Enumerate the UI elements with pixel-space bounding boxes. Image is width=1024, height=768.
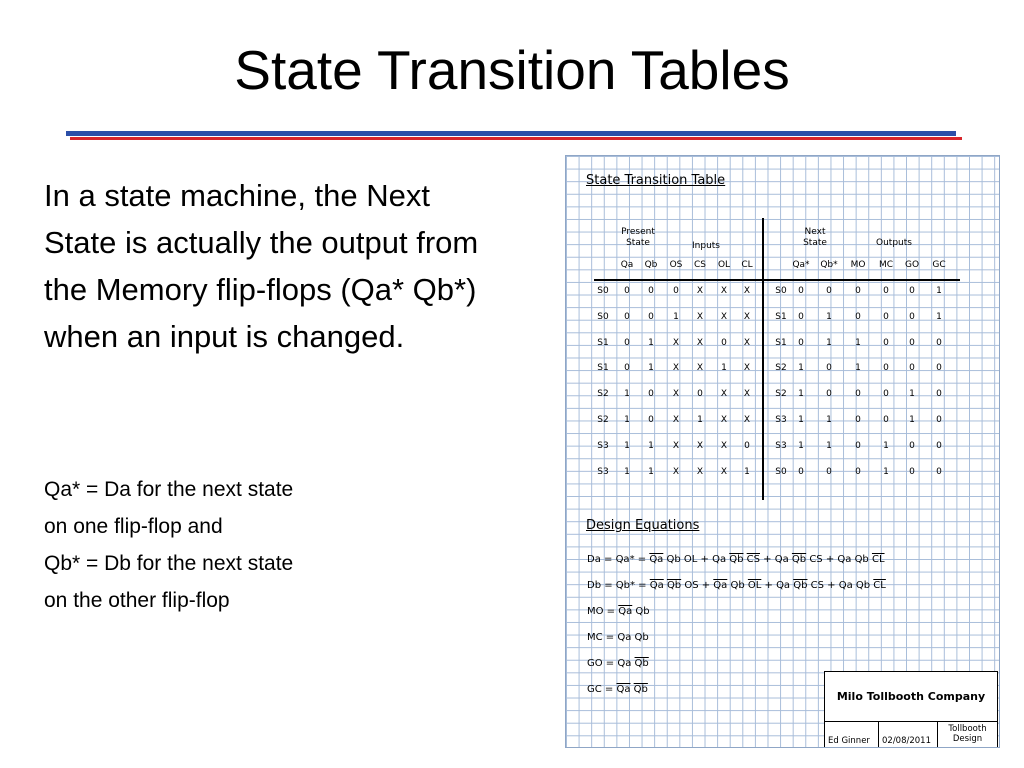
table-cell: 1 [855, 337, 861, 348]
table-cell: S3 [775, 415, 787, 425]
negated-term: $\overline{Qa}$ [649, 580, 664, 591]
table-cell: 1 [826, 311, 832, 322]
table-cell: 0 [624, 337, 630, 348]
column-header: GO [904, 260, 920, 270]
table-cell: S0 [775, 286, 787, 296]
table-cell: X [672, 389, 680, 400]
table-cell: 1 [936, 286, 942, 296]
column-header: CS [694, 260, 706, 270]
table-cell: 1 [624, 440, 630, 451]
negated-term: $\overline{CL}$ [871, 554, 885, 565]
table-cell: 0 [855, 466, 861, 477]
design-equation [587, 606, 650, 617]
table-cell: 0 [936, 415, 942, 425]
table-cell: 0 [909, 440, 915, 451]
negated-term: $\overline{CL}$ [873, 580, 886, 591]
table-vertical-rule [762, 218, 764, 500]
equation-text: GC = [587, 684, 617, 695]
table-cell: 0 [826, 466, 832, 477]
table-cell: S1 [775, 337, 787, 348]
table-cell: 1 [826, 415, 832, 425]
table-cell: 0 [648, 286, 654, 296]
table-cell: 1 [798, 389, 804, 400]
table-cell: 0 [798, 337, 804, 348]
table-cell: X [696, 363, 704, 374]
table-cell: X [743, 415, 751, 425]
table-cell: 1 [798, 440, 804, 451]
table-cell: 1 [826, 337, 832, 348]
graph-paper-sheet [565, 155, 1000, 748]
table-cell: 0 [798, 286, 804, 296]
present-state-label-2: State [626, 238, 650, 248]
equation-note-line: on the other flip-flop [44, 589, 230, 612]
title-rule-blue [66, 131, 956, 136]
table-cell: 1 [909, 389, 915, 400]
negated-term: $\overline{Qb}$ [633, 684, 648, 695]
table-cell: X [696, 466, 704, 477]
negated-term: $\overline{Qb}$ [634, 658, 649, 669]
table-cell: 0 [883, 415, 889, 425]
company-name: Milo Tollbooth Company [825, 672, 997, 722]
table-cell: 0 [855, 311, 861, 322]
table-cell: S0 [775, 466, 787, 477]
next-state-label-2: State [803, 238, 827, 248]
table-cell: 1 [826, 440, 832, 451]
table-cell: S0 [597, 286, 609, 296]
title-block [824, 671, 998, 748]
table-cell: S2 [597, 389, 609, 400]
table-cell: 0 [673, 286, 679, 296]
column-header: MO [850, 260, 866, 270]
column-header: CL [741, 260, 753, 270]
table-cell: 0 [883, 286, 889, 296]
table-cell: 0 [909, 466, 915, 477]
table-cell: 1 [909, 415, 915, 425]
table-cell: 1 [883, 440, 889, 451]
table-cell: X [743, 286, 751, 296]
table-cell: X [743, 389, 751, 400]
table-cell: X [672, 440, 680, 451]
design-equation [587, 580, 886, 591]
table-cell: 0 [826, 286, 832, 296]
table-cell: 1 [648, 363, 654, 374]
title-rule-red [70, 137, 962, 140]
negated-term: $\overline{Qa}$ [618, 606, 633, 617]
table-cell: 0 [721, 337, 727, 348]
table-cell: 0 [855, 415, 861, 425]
equation-notes [44, 471, 504, 619]
table-cell: 0 [909, 363, 915, 374]
table-cell: X [720, 311, 728, 322]
table-cell: 0 [883, 389, 889, 400]
table-cell: 1 [697, 415, 703, 425]
table-cell: 1 [883, 466, 889, 477]
equation-text: MO = [587, 606, 619, 617]
table-cell: S1 [597, 363, 609, 374]
table-cell: S2 [775, 389, 787, 400]
date-field [879, 722, 938, 747]
equation-text: OS + [681, 580, 714, 591]
design-equation [587, 658, 649, 669]
column-header: GC [932, 260, 946, 270]
table-cell: 0 [936, 466, 942, 477]
table-cell: 1 [855, 363, 861, 374]
table-cell: 0 [883, 363, 889, 374]
table-cell: X [696, 311, 704, 322]
table-cell: 0 [936, 440, 942, 451]
negated-term: $\overline{Qb}$ [666, 580, 682, 591]
table-cell: 0 [855, 440, 861, 451]
design-equation [587, 554, 885, 565]
design-equation [587, 632, 649, 643]
table-cell: 1 [798, 415, 804, 425]
equation-text: Qb [727, 580, 748, 591]
column-header: OL [717, 260, 731, 270]
outputs-header: Outputs [876, 238, 912, 248]
negated-term: $\overline{Qa}$ [649, 554, 664, 565]
table-cell: 0 [624, 311, 630, 322]
table-cell: 0 [909, 286, 915, 296]
table-cell: 0 [648, 415, 654, 425]
table-cell: X [720, 389, 728, 400]
table-cell: 0 [855, 286, 861, 296]
table-cell: 0 [909, 337, 915, 348]
column-header: Qa* [792, 260, 810, 270]
table-cell: X [672, 466, 680, 477]
table-cell: X [696, 286, 704, 296]
table-cell: S1 [775, 311, 787, 322]
table-cell: 1 [721, 363, 727, 374]
table-cell: 1 [648, 440, 654, 451]
table-cell: X [720, 286, 728, 296]
table-cell: 0 [936, 337, 942, 348]
table-cell: 0 [624, 363, 630, 374]
author-field [825, 722, 879, 747]
table-cell: S3 [597, 466, 609, 477]
table-cell: 0 [744, 440, 750, 451]
table-cell: 0 [798, 466, 804, 477]
negated-term: $\overline{Qb}$ [729, 554, 744, 565]
table-cell: 0 [909, 311, 915, 322]
next-state-header [795, 227, 835, 249]
table-cell: 1 [648, 337, 654, 348]
table-cell: 0 [648, 389, 654, 400]
table-cell: 0 [855, 389, 861, 400]
table-cell: 1 [648, 466, 654, 477]
negated-term: $\overline{OL}$ [747, 580, 762, 591]
table-cell: X [672, 363, 680, 374]
equation-text: + Qa [760, 554, 792, 565]
table-cell: 1 [624, 389, 630, 400]
table-cell: 0 [826, 389, 832, 400]
table-cell: 0 [697, 389, 703, 400]
table-cell: S0 [597, 311, 609, 322]
equation-text: GO = Qa [587, 658, 635, 669]
equation-text: CS + Qa Qb [807, 580, 874, 591]
table-cell: S3 [775, 440, 787, 451]
column-header: Qa [620, 260, 634, 270]
table-cell: S3 [597, 440, 609, 451]
table-cell: 0 [936, 389, 942, 400]
present-state-label-1: Present [621, 227, 655, 237]
negated-term: $\overline{Qa}$ [616, 684, 631, 695]
equation-note-line: on one flip-flop and [44, 515, 223, 538]
negated-term: $\overline{CS}$ [746, 554, 760, 565]
table-horizontal-rule [594, 279, 960, 281]
column-header: Qb* [820, 260, 838, 270]
equation-text: Qb [632, 606, 650, 617]
table-cell: 1 [744, 466, 750, 477]
table-cell: X [696, 337, 704, 348]
table-cell: 0 [883, 311, 889, 322]
table-cell: 0 [798, 311, 804, 322]
table-title: State Transition Table [586, 173, 726, 188]
table-cell: X [720, 466, 728, 477]
author-name: Ed Ginner [828, 736, 870, 746]
table-cell: 1 [798, 363, 804, 374]
equation-text: MC = Qa Qb [587, 632, 649, 643]
table-cell: X [743, 337, 751, 348]
equation-text: Qb OL + Qa [663, 554, 730, 565]
main-paragraph: In a state machine, the Next State is actually the output from the Memory flip-flops (Qa* Qb*) when an input is changed. [44, 178, 479, 354]
table-cell: X [672, 337, 680, 348]
table-cell: X [743, 311, 751, 322]
table-cell: 0 [936, 363, 942, 374]
equation-text: CS + Qa Qb [806, 554, 872, 565]
next-state-label-1: Next [804, 227, 826, 237]
table-cell: 1 [624, 415, 630, 425]
table-cell: 1 [936, 311, 942, 322]
negated-term: $\overline{Qb}$ [793, 580, 808, 591]
equations-title: Design Equations [586, 518, 700, 533]
table-cell: 0 [648, 311, 654, 322]
equation-text: Db = Qb* = [587, 580, 650, 591]
table-cell: S1 [597, 337, 609, 348]
table-cell: X [743, 363, 751, 374]
table-cell: 1 [624, 466, 630, 477]
slide-title: State Transition Tables [234, 39, 790, 101]
equation-note-line: Qb* = Db for the next state [44, 552, 294, 575]
negated-term: $\overline{Qb}$ [791, 554, 807, 565]
table-cell: X [672, 415, 680, 425]
table-cell: X [696, 440, 704, 451]
column-header: MC [878, 260, 894, 270]
negated-term: $\overline{Qa}$ [713, 580, 728, 591]
table-cell: 0 [624, 286, 630, 296]
table-cell: 1 [673, 311, 679, 322]
present-state-header [618, 227, 658, 249]
equation-text: Da = Qa* = [587, 554, 650, 565]
project-field: Tollbooth Design [948, 724, 987, 744]
table-cell: S2 [775, 363, 787, 374]
table-cell: X [720, 415, 728, 425]
table-cell: S2 [597, 415, 609, 425]
inputs-header: Inputs [692, 241, 720, 251]
table-cell: 0 [883, 337, 889, 348]
drawing-date: 02/08/2011 [882, 736, 931, 746]
design-equation [587, 684, 648, 695]
column-header: Qb [644, 260, 658, 270]
table-cell: X [720, 440, 728, 451]
equation-text: + Qa [761, 580, 794, 591]
table-cell: 0 [826, 363, 832, 374]
column-header: OS [669, 260, 683, 270]
equation-note-line: Qa* = Da for the next state [44, 478, 294, 501]
